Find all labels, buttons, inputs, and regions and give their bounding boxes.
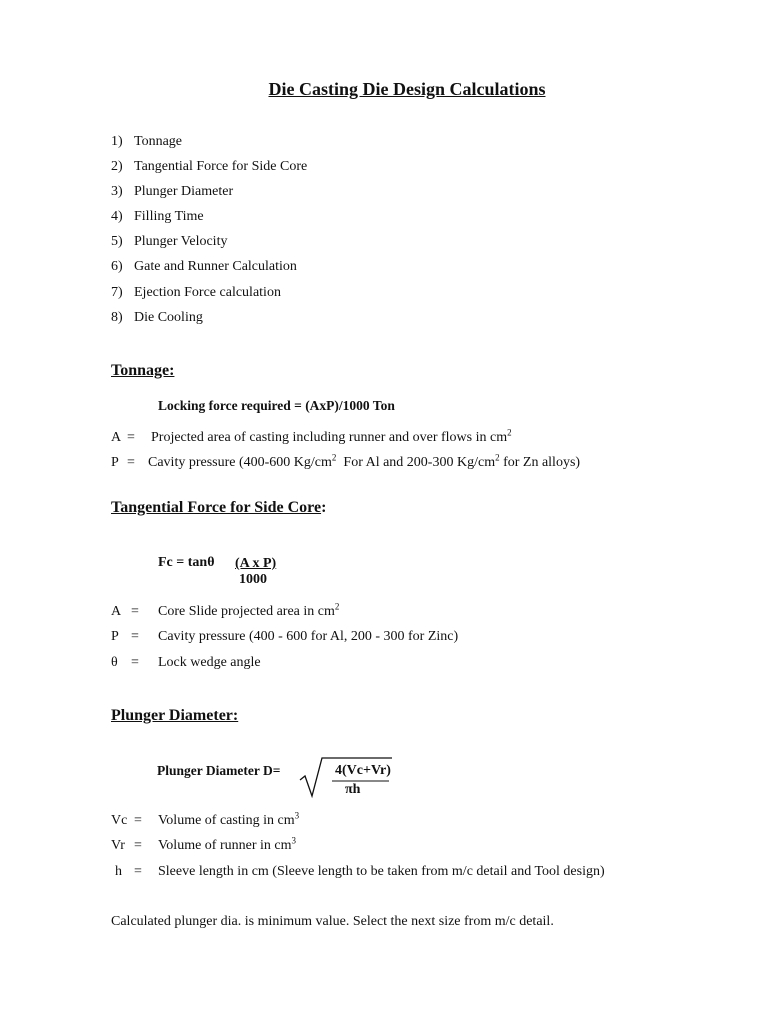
definition-text: Lock wedge angle (158, 655, 261, 670)
symbol-vc: Vc (111, 813, 128, 828)
symbol-vr: Vr (111, 838, 125, 853)
tangential-formula-lhs: Fc = tanθ (158, 555, 215, 570)
page-title: Die Casting Die Design Calculations (268, 79, 546, 99)
toc-number: 3) (111, 184, 123, 199)
toc-item: Gate and Runner Calculation (134, 259, 297, 274)
equals-sign: = (131, 604, 139, 619)
definition-text: Core Slide projected area in $cm^2$ (158, 601, 340, 619)
toc-number: 8) (111, 310, 123, 325)
toc-item: Tangential Force for Side Core (134, 159, 308, 174)
symbol-a: A (111, 604, 122, 619)
symbol-h: h (115, 864, 122, 879)
toc-item: Tonnage (134, 134, 183, 149)
fraction-numerator: 4(Vc+Vr) (335, 763, 391, 778)
equals-sign: = (131, 655, 139, 670)
equals-sign: = (134, 864, 142, 879)
equals-sign: = (127, 455, 135, 470)
toc-number: 1) (111, 134, 123, 149)
section-heading-plunger: Plunger Diameter: (111, 707, 239, 724)
equals-sign: = (134, 813, 142, 828)
fraction-denominator: 1000 (239, 572, 267, 587)
toc-number: 6) (111, 259, 123, 274)
definition-text: Cavity pressure (400-600 $Kg/cm^2$ For Al and 200-300 $Kg/cm^2$ for Zn alloys) (148, 452, 581, 470)
toc-number: 2) (111, 159, 123, 174)
toc-number: 5) (111, 234, 123, 249)
fraction-denominator: πh (345, 782, 361, 797)
symbol-p: P (111, 629, 119, 644)
symbol-a: A (111, 430, 122, 445)
definition-text: Volume of casting in $cm^3$ (158, 810, 300, 828)
equals-sign: = (131, 629, 139, 644)
section-heading-tangential: Tangential Force for Side Core: (111, 499, 327, 516)
plunger-formula-lhs: Plunger Diameter D= (157, 763, 281, 778)
fraction-bar (332, 780, 390, 783)
toc-number: 7) (111, 285, 123, 300)
symbol-theta: θ (111, 655, 118, 670)
toc-item: Filling Time (134, 209, 204, 224)
definition-text: Volume of runner in $cm^3$ (158, 835, 296, 853)
toc-item: Ejection Force calculation (134, 285, 281, 300)
toc-item: Die Cooling (134, 310, 203, 325)
section-heading-tonnage: Tonnage: (111, 362, 175, 379)
toc-item: Plunger Velocity (134, 234, 228, 249)
locking-force-formula: Locking force required = (AxP)/1000 Ton (158, 398, 395, 413)
fraction-numerator: (A x P) (235, 556, 277, 571)
toc-item: Plunger Diameter (134, 184, 234, 199)
equals-sign: = (134, 838, 142, 853)
definition-text: Sleeve length in cm (Sleeve length to be taken from m/c detail and Tool design) (158, 864, 605, 879)
equals-sign: = (127, 430, 135, 445)
plunger-note: Calculated plunger dia. is minimum value. Select the next size from m/c detail. (111, 914, 554, 929)
toc-number: 4) (111, 209, 123, 224)
definition-text: Cavity pressure (400 - 600 for Al, 200 - 300 for Zinc) (158, 629, 459, 644)
symbol-p: P (111, 455, 119, 470)
definition-text: Projected area of casting including runner and over flows in $cm^2$ (151, 427, 512, 445)
